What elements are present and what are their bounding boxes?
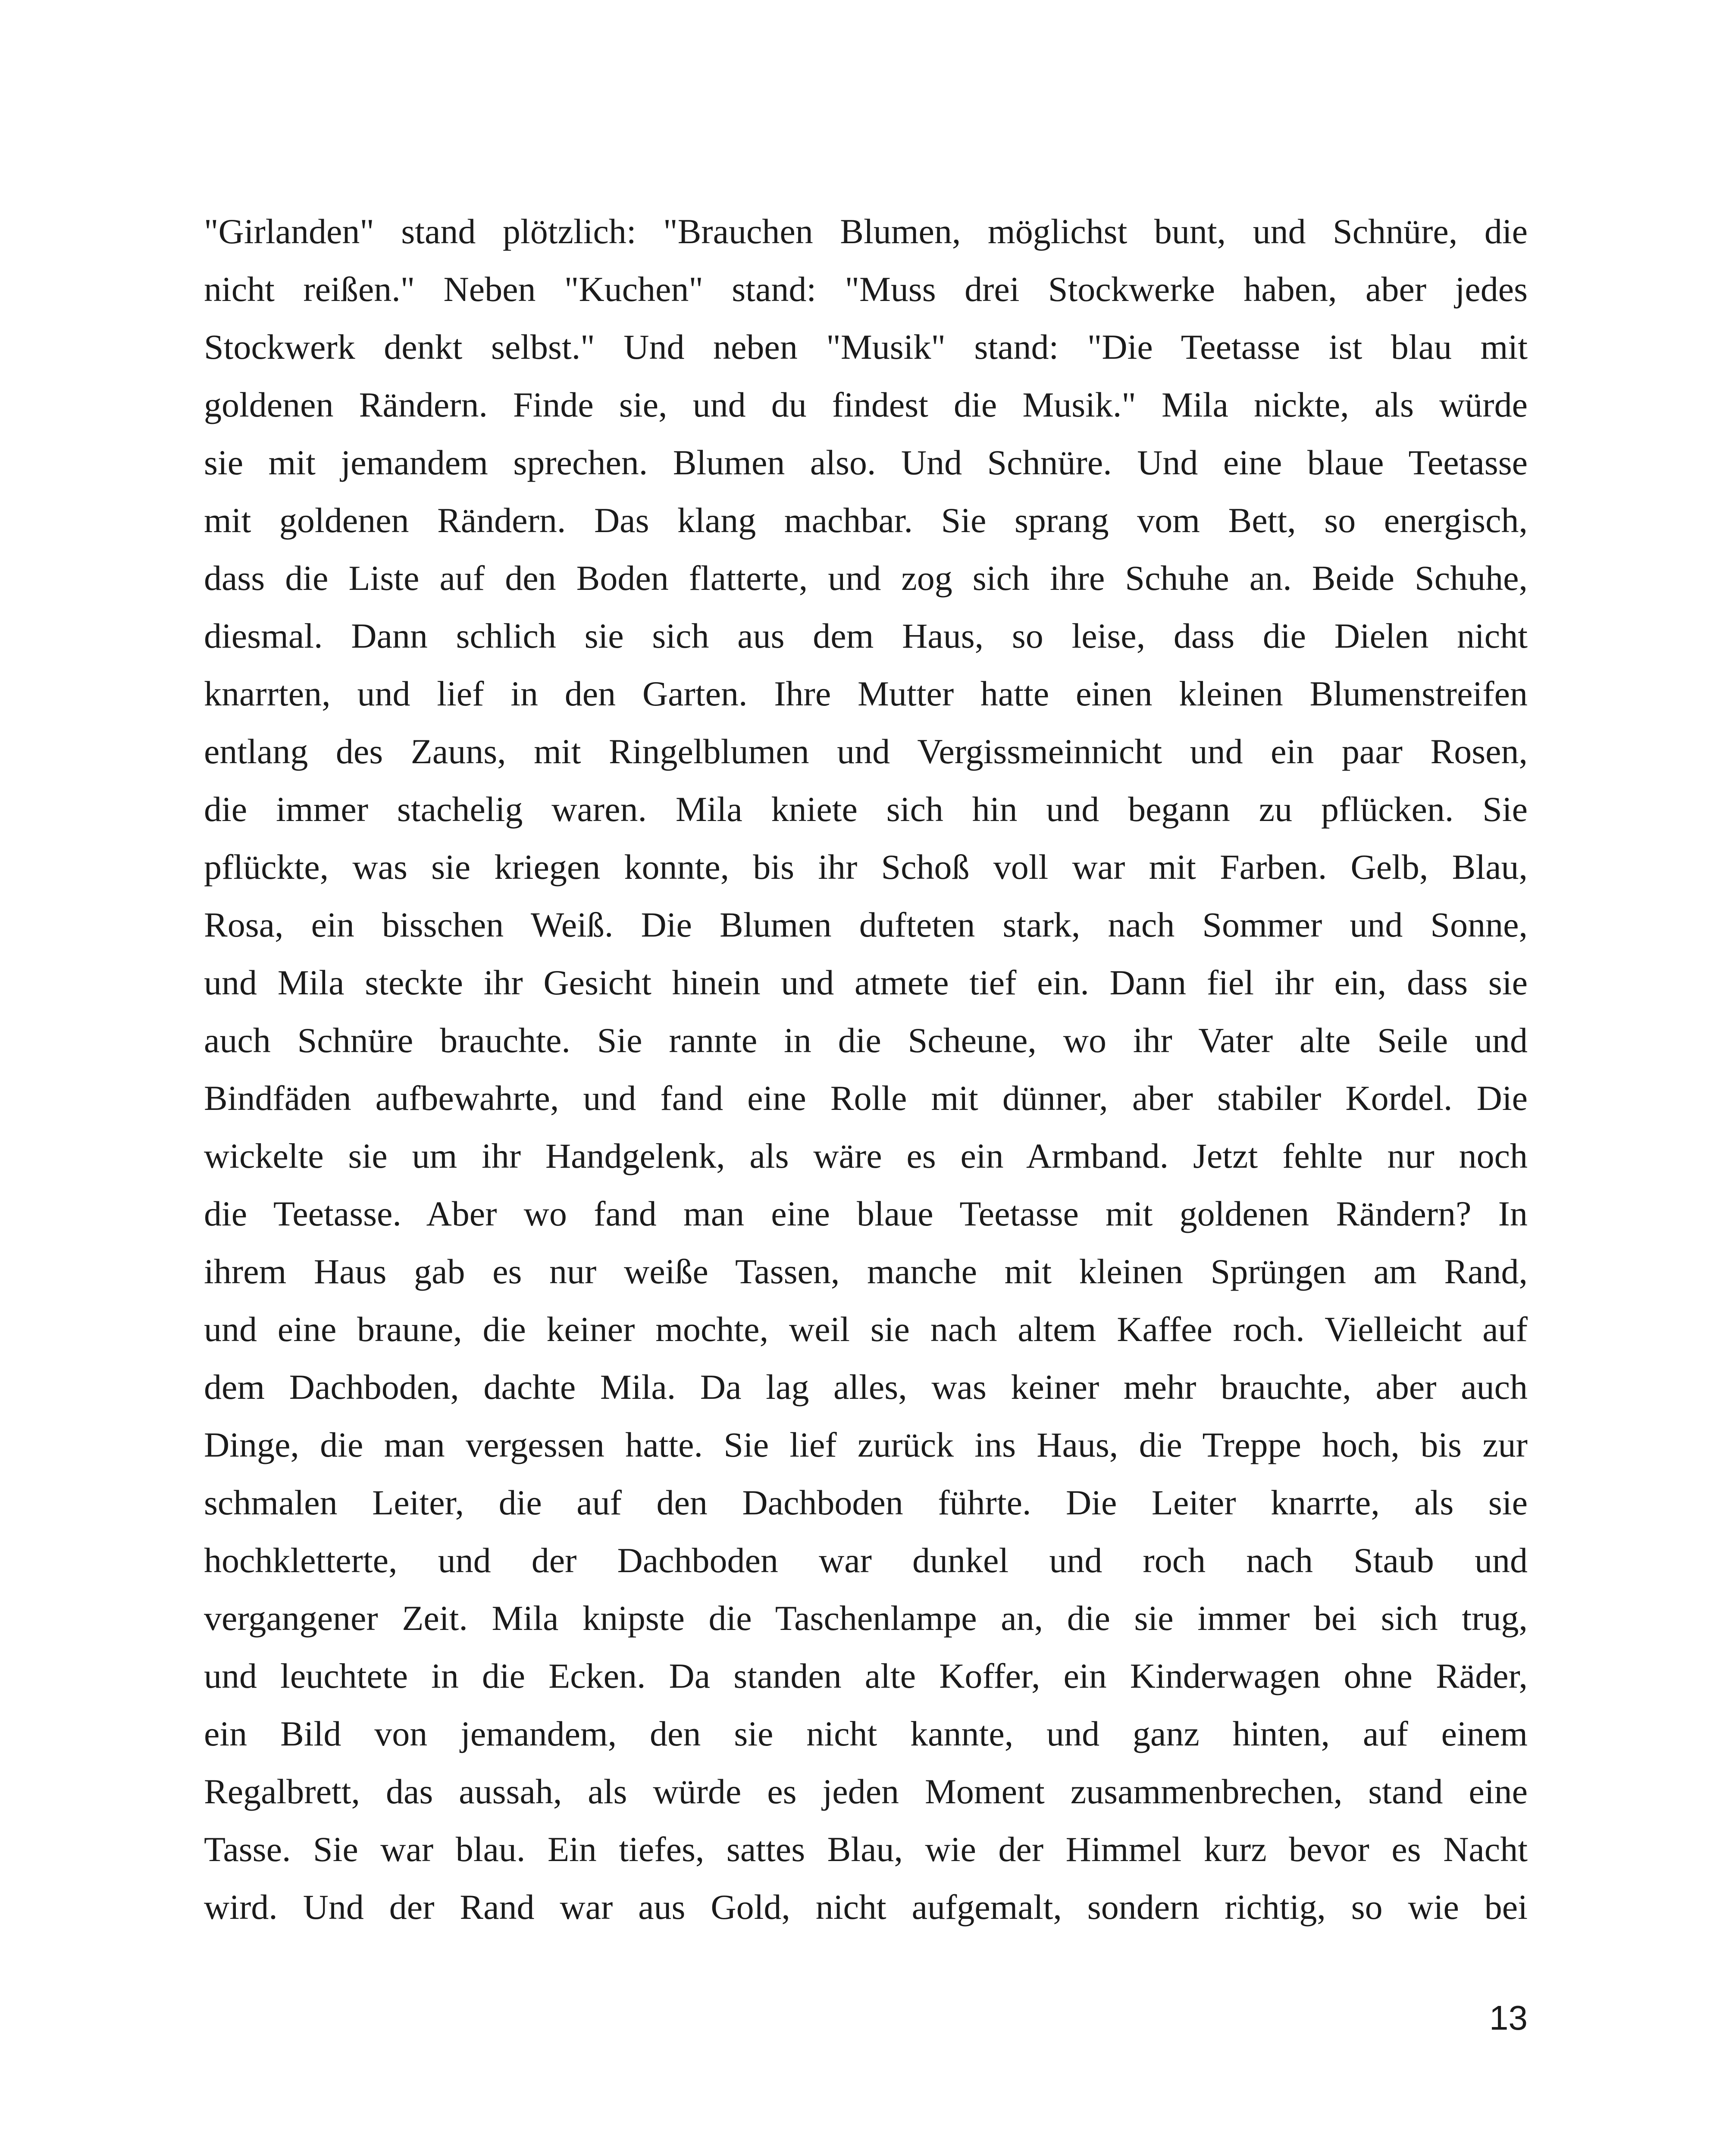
text-line: hochkletterte, und der Dachboden war dunkel und roch nach Staub und [204, 1541, 1528, 1580]
text-line: "Girlanden" stand plötzlich: "Brauchen Blumen, möglichst bunt, und Schnüre, die [204, 212, 1528, 251]
text-line: die immer stachelig waren. Mila kniete sich hin und begann zu pflücken. Sie [204, 790, 1528, 829]
text-line: Rosa, ein bisschen Weiß. Die Blumen dufteten stark, nach Sommer und Sonne, [204, 905, 1528, 944]
text-line: vergangener Zeit. Mila knipste die Taschenlampe an, die sie immer bei sich trug, [204, 1598, 1528, 1638]
text-line: knarrten, und lief in den Garten. Ihre Mutter hatte einen kleinen Blumenstreifen [204, 674, 1528, 713]
text-line: mit goldenen Rändern. Das klang machbar. Sie sprang vom Bett, so energisch, [204, 501, 1528, 540]
text-line: Bindfäden aufbewahrte, und fand eine Rolle mit dünner, aber stabiler Kordel. Die [204, 1078, 1528, 1118]
text-line: auch Schnüre brauchte. Sie rannte in die Scheune, wo ihr Vater alte Seile und [204, 1021, 1528, 1060]
text-line: goldenen Rändern. Finde sie, und du findest die Musik." Mila nickte, als würde [204, 385, 1528, 424]
text-line: und eine braune, die keiner mochte, weil sie nach altem Kaffee roch. Vielleicht auf [204, 1310, 1528, 1349]
text-line: und leuchtete in die Ecken. Da standen alte Koffer, ein Kinderwagen ohne Räder, [204, 1656, 1528, 1695]
text-line: dass die Liste auf den Boden flatterte, und zog sich ihre Schuhe an. Beide Schuhe, [204, 558, 1528, 598]
text-line: schmalen Leiter, die auf den Dachboden führte. Die Leiter knarrte, als sie [204, 1483, 1528, 1522]
text-line: sie mit jemandem sprechen. Blumen also. Und Schnüre. Und eine blaue Teetasse [204, 443, 1528, 482]
text-line: pflückte, was sie kriegen konnte, bis ihr Schoß voll war mit Farben. Gelb, Blau, [204, 847, 1528, 887]
text-line: Tasse. Sie war blau. Ein tiefes, sattes Blau, wie der Himmel kurz bevor es Nacht [204, 1830, 1528, 1869]
text-line: entlang des Zauns, mit Ringelblumen und Vergissmeinnicht und ein paar Rosen, [204, 732, 1528, 771]
text-line: dem Dachboden, dachte Mila. Da lag alles, was keiner mehr brauchte, aber auch [204, 1367, 1528, 1407]
text-line: wird. Und der Rand war aus Gold, nicht aufgemalt, sondern richtig, so wie bei [204, 1887, 1528, 1927]
text-line: die Teetasse. Aber wo fand man eine blaue Teetasse mit goldenen Rändern? In [204, 1194, 1528, 1233]
text-line: Dinge, die man vergessen hatte. Sie lief zurück ins Haus, die Treppe hoch, bis zur [204, 1425, 1528, 1464]
body-text [204, 203, 1528, 1936]
text-line: nicht reißen." Neben "Kuchen" stand: "Muss drei Stockwerke haben, aber jedes [204, 270, 1528, 309]
page-number: 13 [1489, 1999, 1528, 2037]
text-line: wickelte sie um ihr Handgelenk, als wäre es ein Armband. Jetzt fehlte nur noch [204, 1136, 1528, 1175]
text-line: Stockwerk denkt selbst." Und neben "Musik" stand: "Die Teetasse ist blau mit [204, 327, 1528, 367]
text-line: diesmal. Dann schlich sie sich aus dem Haus, so leise, dass die Dielen nicht [204, 616, 1528, 655]
text-line: und Mila steckte ihr Gesicht hinein und atmete tief ein. Dann fiel ihr ein, dass sie [204, 963, 1528, 1002]
text-line: ihrem Haus gab es nur weiße Tassen, manche mit kleinen Sprüngen am Rand, [204, 1252, 1528, 1291]
text-line: ein Bild von jemandem, den sie nicht kannte, und ganz hinten, auf einem [204, 1714, 1528, 1753]
text-line: Regalbrett, das aussah, als würde es jeden Moment zusammenbrechen, stand eine [204, 1772, 1528, 1811]
